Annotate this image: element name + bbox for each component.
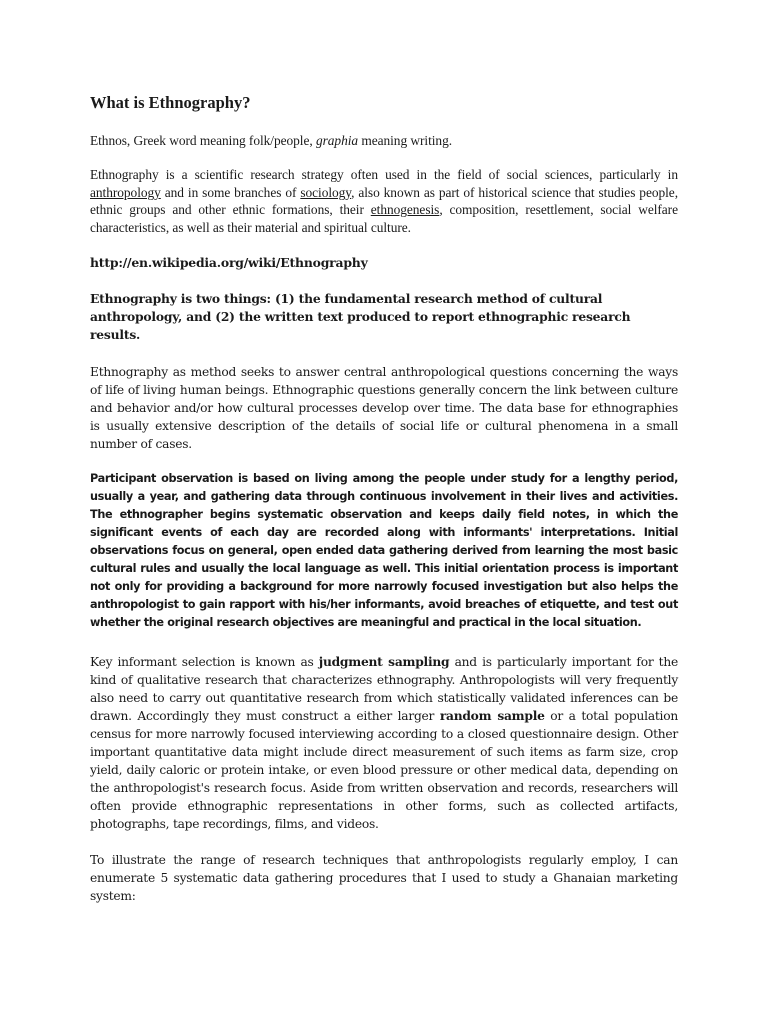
etymology-paragraph: Ethnos, Greek word meaning folk/people, graphia meaning writing. <box>90 133 453 148</box>
document-page <box>90 92 678 905</box>
ethnogenesis-link[interactable]: ethnogenesis <box>370 202 440 218</box>
definition-paragraph: Ethnography is a scientific research strategy often used in the field of social sciences, particularly in anthropology and in some branches of sociology, also known as part of historical science that studies people, ethnic groups and other ethnic formations, their ethnogenesis, composition, resettlement, social welfare characteristics, as well as their material and spiritual culture. <box>90 167 678 235</box>
sociology-link[interactable]: sociology <box>300 184 352 200</box>
page-title: What is Ethnography? <box>90 93 251 112</box>
source-url[interactable]: http://en.wikipedia.org/wiki/Ethnography <box>90 255 368 271</box>
two-things-statement: Ethnography is two things: (1) the fundamental research method of cultural anthropology, and (2) the written text produced to report ethnographic research results. <box>90 291 631 343</box>
random-sample-term: random sample <box>439 708 545 724</box>
anthropology-link[interactable]: anthropology <box>90 184 161 200</box>
illustrate-paragraph: To illustrate the range of research techniques that anthropologists regularly employ, I can enumerate 5 systematic data gathering procedures that I used to study a Ghanaian marketing system: <box>90 853 678 904</box>
judgment-sampling-term: judgment sampling <box>318 654 450 670</box>
participant-observation-paragraph: Participant observation is based on living among the people under study for a lengthy period, usually a year, and gathering data through continuous involvement in their lives and activities. The ethnographer begins systematic observation and keeps daily field notes, in which the significant events of each day are recorded along with informants' interpretations. Initial observations focus on general, open ended data gathering derived from learning the most basic cultural rules and usually the local language as well. This initial orientation process is important not only for providing a background for more narrowly focused investigation but also helps the anthropologist to gain rapport with his/her informants, avoid breaches of etiquette, and test out whether the original research objectives are meaningful and practical in the local situation. <box>90 472 678 630</box>
method-paragraph: Ethnography as method seeks to answer central anthropological questions concerning the ways of life of living human beings. Ethnographic questions generally concern the link between culture and behavior and/or how cultural processes develop over time. The data base for ethnographies is usually extensive description of the details of social life or cultural phenomena in a small number of cases. <box>90 365 678 452</box>
graphia-italic: graphia <box>315 133 359 148</box>
key-informant-paragraph: Key informant selection is known as judgment sampling and is particularly important for the kind of qualitative research that characterizes ethnography. Anthropologists will very frequently also need to carry out quantitative research from which statistically validated inferences can be drawn. Accordingly they must construct a either larger random sample or a total population census for more narrowly focused interviewing according to a closed questionnaire design. Other important quantitative data might include direct measurement of such items as farm size, crop yield, daily caloric or protein intake, or even blood pressure or other medical data, depending on the anthropologist's research focus. Aside from written observation and records, researchers will often provide ethnographic representations in other forms, such as collected artifacts, photographs, tape recordings, films, and videos. <box>90 654 678 832</box>
